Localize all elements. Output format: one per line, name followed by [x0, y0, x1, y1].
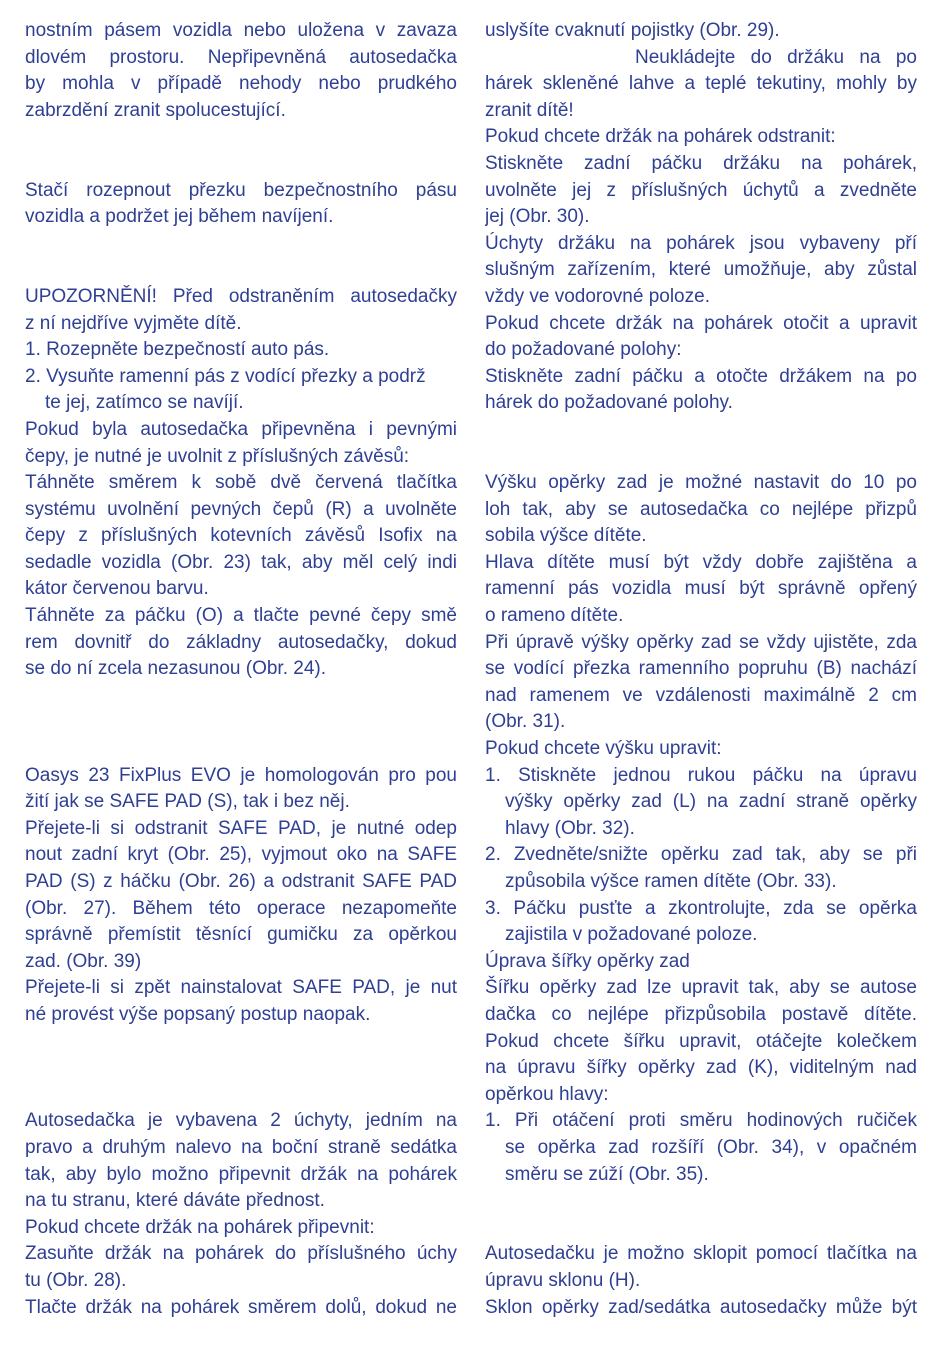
text-line: loh tak, aby se autosedačka co nejlépe přizpů	[485, 498, 917, 520]
text-line: vozidla a podržet jej během navíjení.	[25, 206, 334, 228]
text-line: zabrzdění zranit spolucestující.	[25, 99, 286, 121]
text-line: jej (Obr. 30).	[485, 206, 590, 228]
blank-line	[485, 417, 917, 444]
text-line: na tu stranu, které dáváte přednost.	[25, 1190, 325, 1212]
text-line: 1. Stiskněte jednou rukou páčku na úpravu	[485, 764, 917, 786]
text-line: nostním pásem vozidla nebo uložena v zavaza	[25, 20, 457, 41]
text-line: 2. Zvedněte/snižte opěrku zad tak, aby se při	[485, 844, 917, 866]
text-line: 1. Rozepněte bezpečností auto pás.	[25, 339, 330, 361]
text-line: Výšku opěrky zad je možné nastavit do 10 po	[485, 472, 917, 494]
text-line: na úpravu šířky opěrky zad (K), viditelným nad	[485, 1057, 917, 1079]
text-line: žití jak se SAFE PAD (S), tak i bez něj.	[25, 791, 350, 813]
text-line: Hlava dítěte musí být vždy dobře zajištěna a	[485, 551, 917, 573]
text-line: (Obr. 27). Během této operace nezapomeňte	[25, 897, 457, 919]
text-line: Táhněte za páčku (O) a tlačte pevné čepy smě	[25, 605, 457, 627]
blank-line	[25, 1029, 457, 1056]
blank-line	[25, 151, 457, 178]
text-line: Stačí rozepnout přezku bezpečnostního pásu	[25, 179, 457, 201]
text-line: (Obr. 31).	[485, 711, 566, 733]
text-line: rem dovnitř do základny autosedačky, dokud	[25, 631, 457, 653]
text-line: sobila výšce dítěte.	[485, 525, 647, 547]
text-line: čepy z příslušných kotevních závěsů Isofix na	[25, 525, 457, 547]
text-line: Pokud chcete šířku upravit, otáčejte kolečkem	[485, 1030, 917, 1052]
text-line: né provést výše popsaný postup naopak.	[25, 1003, 371, 1025]
text-line: výšky opěrky zad (L) na zadní straně opěrky	[505, 791, 917, 813]
blank-line	[485, 444, 917, 471]
text-line: Pokud chcete držák na pohárek připevnit:	[25, 1216, 375, 1238]
text-line: zad. (Obr. 39)	[25, 950, 142, 972]
text-line: te jej, zatímco se navíjí.	[45, 392, 244, 414]
blank-line	[485, 1215, 917, 1242]
text-line: Pokud chcete držák na pohárek odstranit:	[485, 126, 836, 148]
text-line: PAD (S) z háčku (Obr. 26) a odstranit SAFE PAD	[25, 871, 457, 892]
text-line: z ní nejdříve vyjměte dítě.	[25, 312, 242, 334]
text-line: sedadle vozidla (Obr. 23) tak, aby měl celý indi	[25, 551, 457, 573]
text-line: tak, aby bylo možno připevnit držák na pohárek	[25, 1163, 457, 1185]
text-line: 3. Páčku pusťte a zkontrolujte, zda se opěrka	[485, 897, 917, 919]
text-line: nout zadní kryt (Obr. 25), vyjmout oko na SAFE	[25, 844, 457, 866]
blank-line	[25, 124, 457, 151]
blank-line	[25, 231, 457, 258]
text-line: zajistila v požadované poloze.	[505, 924, 758, 946]
text-line: zranit dítě!	[485, 99, 574, 121]
blank-line	[25, 257, 457, 284]
text-line: opěrkou hlavy:	[485, 1083, 609, 1105]
right-column	[485, 18, 917, 1321]
blank-line	[25, 1082, 457, 1109]
blank-line	[25, 1055, 457, 1082]
blank-line	[485, 1188, 917, 1215]
text-line: Stiskněte zadní páčku a otočte držákem na po	[485, 365, 917, 387]
blank-line	[25, 709, 457, 736]
text-line: 2. Vysuňte ramenní pás z vodící přezky a podrž	[25, 365, 426, 387]
text-line: uvolněte jej z příslušných úchytů a zvedněte	[485, 179, 917, 201]
text-line: Úprava šířky opěrky zad	[485, 950, 690, 972]
text-line: hárek skleněné lahve a teplé tekutiny, mohly by	[485, 73, 917, 95]
text-line: úpravu sklonu (H).	[485, 1269, 641, 1291]
text-line: způsobila výšce ramen dítěte (Obr. 33).	[505, 871, 837, 892]
text-line: se vodící přezka ramenního popruhu (B) nachází	[485, 658, 917, 680]
text-line: slušným zařízením, které umožňuje, aby zůstal	[485, 259, 917, 281]
text-line: o rameno dítěte.	[485, 605, 624, 627]
blank-line	[25, 683, 457, 710]
text-line: do požadované polohy:	[485, 339, 682, 361]
text-line: Stiskněte zadní páčku držáku na pohárek,	[485, 152, 917, 174]
text-line: 1. Při otáčení proti směru hodinových ručiček	[485, 1110, 917, 1132]
text-line: dlovém prostoru. Nepřipevněná autosedačka	[25, 46, 457, 68]
text-line: Přejete-li si odstranit SAFE PAD, je nutné odep	[25, 817, 457, 839]
text-line: Táhněte směrem k sobě dvě červená tlačítka	[25, 472, 457, 494]
text-line: Tlačte držák na pohárek směrem dolů, dokud ne	[25, 1296, 457, 1318]
text-line: systému uvolnění pevných čepů (R) a uvolněte	[25, 498, 457, 520]
text-line: UPOZORNĚNÍ! Před odstraněním autosedačky	[25, 285, 457, 307]
text-line: Při úpravě výšky opěrky zad se vždy ujistěte, zda	[485, 631, 917, 653]
text-line: se opěrka zad rozšíří (Obr. 34), v opačném	[505, 1136, 917, 1158]
text-line: Neukládejte do držáku na po	[635, 46, 917, 68]
text-line: hárek do požadované polohy.	[485, 392, 733, 414]
text-line: směru se zúží (Obr. 35).	[505, 1163, 709, 1185]
text-line: správně přemístit těsnící gumičku za opěrkou	[25, 924, 457, 946]
text-line: Pokud chcete držák na pohárek otočit a upravit	[485, 312, 917, 334]
text-line: kátor červenou barvu.	[25, 578, 209, 600]
text-line: čepy, je nutné je uvolnit z příslušných závěsů:	[25, 445, 410, 467]
text-line: Zasuňte držák na pohárek do příslušného úchy	[25, 1243, 457, 1265]
text-line: Přejete-li si zpět nainstalovat SAFE PAD, je nut	[25, 977, 457, 999]
text-line: ramenní pás vozidla musí být správně opřený	[485, 578, 917, 600]
text-line: se do ní zcela nezasunou (Obr. 24).	[25, 658, 327, 680]
text-line: tu (Obr. 28).	[25, 1269, 127, 1291]
text-line: Pokud byla autosedačka připevněna i pevnými	[25, 418, 457, 440]
text-line: vždy ve vodorovné poloze.	[485, 285, 710, 307]
text-line: Sklon opěrky zad/sedátka autosedačky může být	[485, 1296, 917, 1318]
blank-line	[25, 736, 457, 763]
text-line: Úchyty držáku na pohárek jsou vybaveny pří	[485, 232, 917, 254]
text-line: Pokud chcete výšku upravit:	[485, 738, 722, 760]
text-line: pravo a druhým nalevo na boční straně sedátka	[25, 1136, 457, 1158]
text-line: Autosedačku je možno sklopit pomocí tlačítka na	[485, 1243, 917, 1265]
text-line: nad ramenem ve vzdálenosti maximálně 2 cm	[485, 684, 917, 706]
text-line: by mohla v případě nehody nebo prudkého	[25, 73, 457, 95]
text-line: dačka co nejlépe přizpůsobila postavě dítěte.	[485, 1003, 917, 1025]
left-column	[25, 18, 457, 1321]
text-line: uslyšíte cvaknutí pojistky (Obr. 29).	[485, 20, 780, 41]
text-line: Autosedačka je vybavena 2 úchyty, jedním na	[25, 1110, 457, 1132]
text-line: Oasys 23 FixPlus EVO je homologován pro pou	[25, 764, 457, 786]
text-line: Šířku opěrky zad lze upravit tak, aby se autose	[485, 977, 917, 999]
text-line: hlavy (Obr. 32).	[505, 817, 635, 839]
